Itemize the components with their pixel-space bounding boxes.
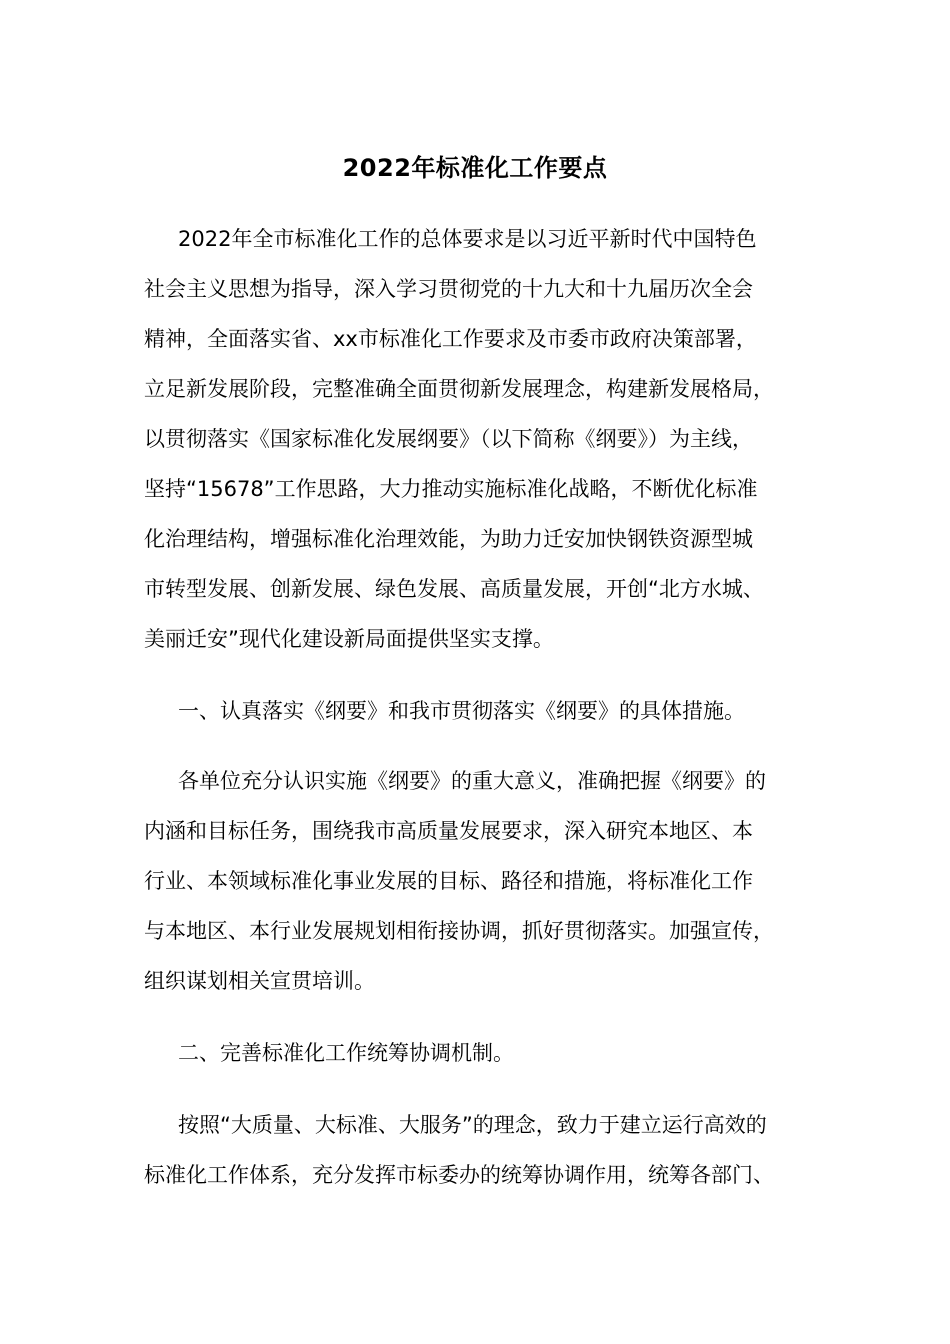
section-heading-1 (144, 686, 812, 736)
paragraph-line: 化治理结构，增强标准化治理效能，为助力迁安加快钢铁资源型城 (144, 527, 753, 551)
paragraph-section-2 (144, 1100, 812, 1200)
paragraph-line: 标准化工作体系，充分发挥市标委办的统筹协调作用，统筹各部门、 (144, 1163, 774, 1187)
paragraph-line: 内涵和目标任务，围绕我市高质量发展要求，深入研究本地区、本 (144, 819, 753, 843)
paragraph-line: 立足新发展阶段，完整准确全面贯彻新发展理念，构建新发展格局， (144, 377, 774, 401)
paragraph-line: 各单位充分认识实施《纲要》的重大意义，准确把握《纲要》的 (178, 769, 766, 793)
paragraph-line: 与本地区、本行业发展规划相衔接协调，抓好贯彻落实。加强宣传， (144, 919, 774, 943)
paragraph-line: 美丽迁安”现代化建设新局面提供坚实支撑。 (144, 627, 554, 651)
paragraph-overview (144, 214, 812, 664)
paragraph-line: 以贯彻落实《国家标准化发展纲要》（以下简称《纲要》）为主线， (144, 427, 753, 451)
paragraph-line: 社会主义思想为指导，深入学习贯彻党的十九大和十九届历次全会 (144, 277, 753, 301)
paragraph-line: 精神，全面落实省、xx市标准化工作要求及市委市政府决策部署， (144, 327, 757, 351)
section-heading-2 (144, 1028, 812, 1078)
paragraph-line: 市转型发展、创新发展、绿色发展、高质量发展，开创“北方水城、 (144, 577, 764, 601)
paragraph-line: 组织谋划相关宣贯培训。 (144, 969, 375, 993)
paragraph-line: 按照“大质量、大标准、大服务”的理念，致力于建立运行高效的 (178, 1113, 767, 1137)
paragraph-line: 坚持“15678”工作思路，大力推动实施标准化战略，不断优化标准 (144, 477, 758, 501)
paragraph-line: 2022年全市标准化工作的总体要求是以习近平新时代中国特色 (178, 227, 757, 251)
section-heading-line: 二、完善标准化工作统筹协调机制。 (178, 1041, 514, 1065)
section-heading-line: 一、认真落实《纲要》和我市贯彻落实《纲要》的具体措施。 (178, 699, 745, 723)
paragraph-section-1 (144, 756, 812, 1006)
document-title: 2022年标准化工作要点 (342, 154, 608, 182)
paragraph-line: 行业、本领域标准化事业发展的目标、路径和措施，将标准化工作 (144, 869, 753, 893)
